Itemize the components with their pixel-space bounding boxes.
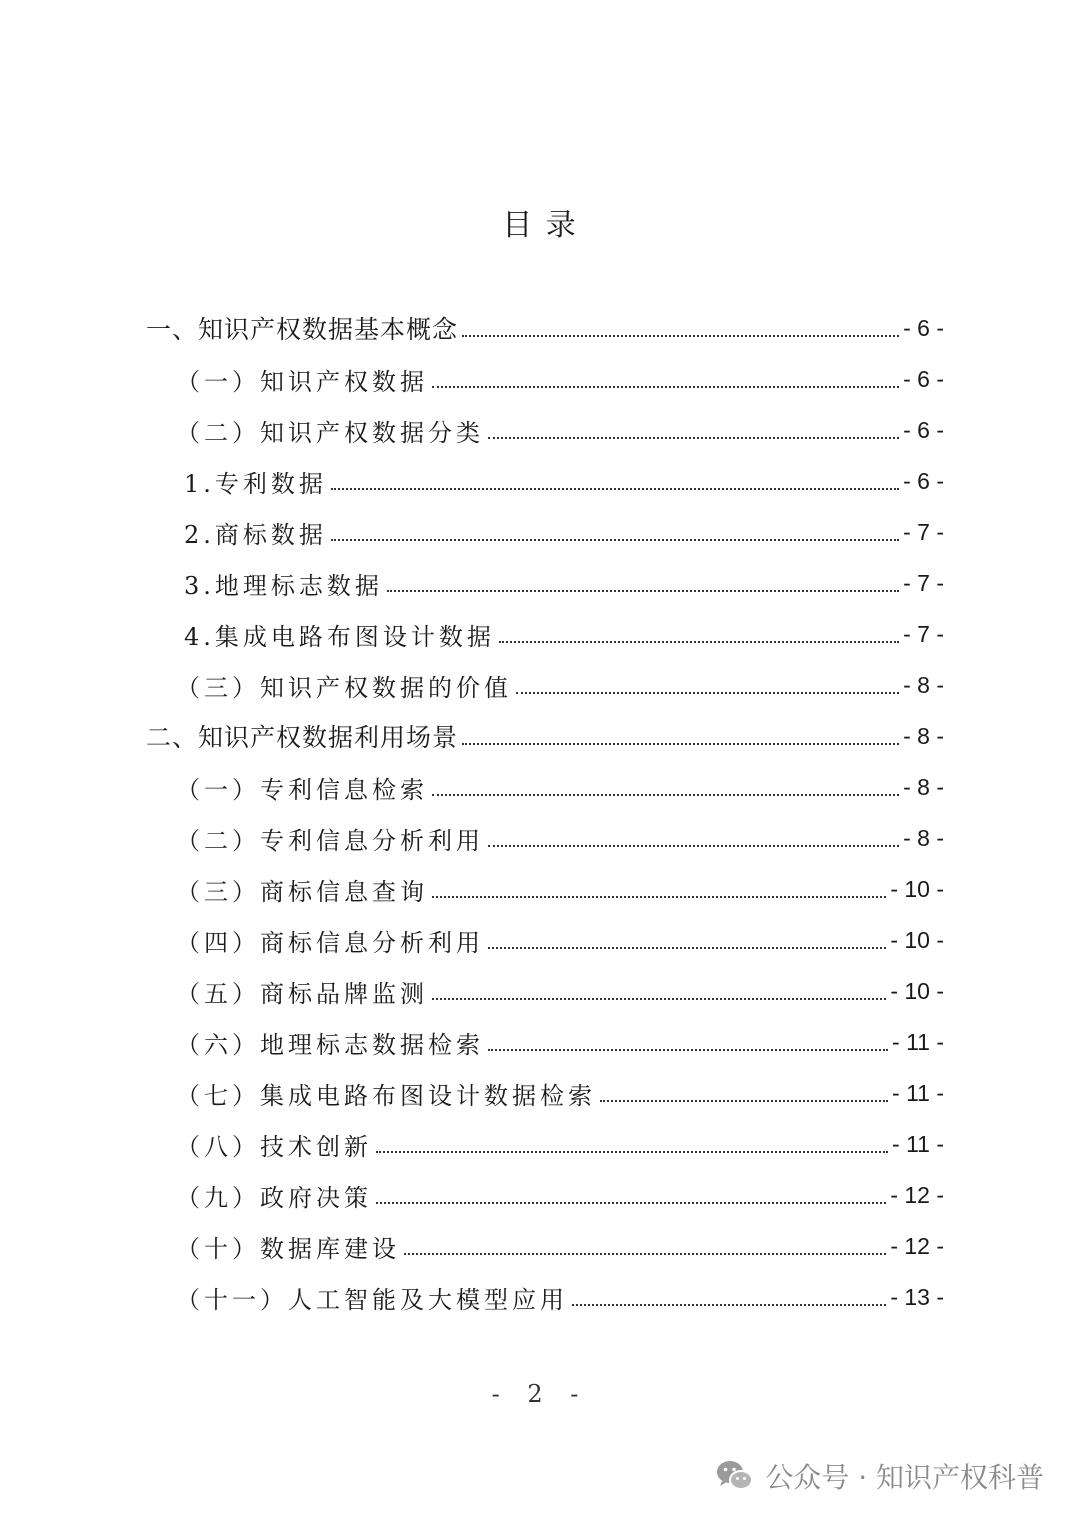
- toc-entry-label: （一）专利信息检索: [176, 775, 428, 804]
- dot-leader: [376, 1202, 886, 1204]
- toc-entry-page: - 13 -: [890, 1283, 944, 1310]
- toc-entry[interactable]: [176, 1018, 944, 1066]
- toc-entry[interactable]: [146, 712, 944, 760]
- toc-entry-label: （七）集成电路布图设计数据检索: [176, 1081, 596, 1110]
- toc-entry[interactable]: [176, 763, 944, 811]
- toc-entry-page: - 11 -: [892, 1130, 944, 1157]
- toc-entry[interactable]: [176, 1120, 944, 1168]
- toc-entry-label: （三）商标信息查询: [176, 877, 428, 906]
- toc-entry-page: - 10 -: [890, 875, 944, 902]
- dot-leader: [488, 437, 899, 439]
- toc-entry-label: （一）知识产权数据: [176, 367, 428, 396]
- dot-leader: [331, 488, 899, 490]
- toc-entry[interactable]: [184, 508, 944, 556]
- toc-entry-label: （十一）人工智能及大模型应用: [176, 1285, 568, 1314]
- toc-entry-page: - 10 -: [890, 926, 944, 953]
- toc-entry-label: （五）商标品牌监测: [176, 979, 428, 1008]
- toc-entry-label: 1.专利数据: [184, 469, 327, 498]
- watermark: [715, 1456, 1044, 1496]
- toc-entry[interactable]: [176, 1222, 944, 1270]
- toc-entry-label: （四）商标信息分析利用: [176, 928, 484, 957]
- toc-entry-page: - 12 -: [890, 1232, 944, 1259]
- toc-entry-page: - 11 -: [892, 1028, 944, 1055]
- toc-entry-page: - 8 -: [903, 773, 944, 800]
- toc-entry-label: （六）地理标志数据检索: [176, 1030, 484, 1059]
- toc-entry-page: - 6 -: [903, 467, 944, 494]
- dot-leader: [376, 1151, 888, 1153]
- dot-leader: [462, 743, 899, 745]
- toc-entry-page: - 6 -: [903, 314, 944, 341]
- toc-entry[interactable]: [184, 457, 944, 505]
- toc-entry-label: 2.商标数据: [184, 520, 327, 549]
- toc-entry-page: - 6 -: [903, 416, 944, 443]
- toc-entry-page: - 12 -: [890, 1181, 944, 1208]
- toc-entry-page: - 10 -: [890, 977, 944, 1004]
- toc-entry-page: - 11 -: [892, 1079, 944, 1106]
- toc-entry-page: - 6 -: [903, 365, 944, 392]
- toc-entry-label: 3.地理标志数据: [184, 571, 383, 600]
- dot-leader: [572, 1304, 886, 1306]
- toc-entry[interactable]: [176, 967, 944, 1015]
- toc-entry-label: （十）数据库建设: [176, 1234, 400, 1263]
- dot-leader: [499, 641, 899, 643]
- dot-leader: [331, 539, 899, 541]
- dot-leader: [432, 998, 886, 1000]
- dot-leader: [488, 845, 899, 847]
- toc-entry-page: - 7 -: [903, 569, 944, 596]
- dot-leader: [404, 1253, 886, 1255]
- toc-entry[interactable]: [176, 916, 944, 964]
- toc-entry-label: （八）技术创新: [176, 1132, 372, 1161]
- toc-entry[interactable]: [176, 1273, 944, 1321]
- wechat-icon: [715, 1459, 755, 1493]
- toc-entry-page: - 8 -: [903, 671, 944, 698]
- toc-entry[interactable]: [176, 661, 944, 709]
- toc-entry-label: （二）知识产权数据分类: [176, 418, 484, 447]
- toc-entry-page: - 7 -: [903, 620, 944, 647]
- toc-entry-page: - 8 -: [903, 722, 944, 749]
- toc-entry[interactable]: [176, 1069, 944, 1117]
- toc-entry[interactable]: [176, 355, 944, 403]
- page-title: 目 录: [502, 208, 578, 243]
- dot-leader: [488, 1049, 888, 1051]
- toc-entry-label: （九）政府决策: [176, 1183, 372, 1212]
- toc-entry[interactable]: [184, 610, 944, 658]
- dot-leader: [516, 692, 899, 694]
- toc-entry-page: - 8 -: [903, 824, 944, 851]
- toc-entry-label: （二）专利信息分析利用: [176, 826, 484, 855]
- toc-entry[interactable]: [184, 559, 944, 607]
- toc-entry[interactable]: [176, 1171, 944, 1219]
- toc-entry[interactable]: [176, 865, 944, 913]
- dot-leader: [432, 794, 899, 796]
- toc-entry[interactable]: [176, 814, 944, 862]
- toc-entry[interactable]: [146, 304, 944, 352]
- dot-leader: [600, 1100, 888, 1102]
- toc-entry-label: 二、知识产权数据利用场景: [146, 723, 459, 752]
- toc-entry-label: 4.集成电路布图设计数据: [184, 622, 495, 651]
- dot-leader: [432, 896, 886, 898]
- toc-entry-page: - 7 -: [903, 518, 944, 545]
- dot-leader: [488, 947, 886, 949]
- toc-entry[interactable]: [176, 406, 944, 454]
- dot-leader: [432, 386, 899, 388]
- dot-leader: [462, 335, 899, 337]
- watermark-text: 公众号 · 知识产权科普: [765, 1461, 1044, 1494]
- dot-leader: [387, 590, 899, 592]
- toc-entry-label: （三）知识产权数据的价值: [176, 673, 512, 702]
- page-number: - 2 -: [491, 1380, 589, 1408]
- toc-entry-label: 一、知识产权数据基本概念: [146, 315, 459, 344]
